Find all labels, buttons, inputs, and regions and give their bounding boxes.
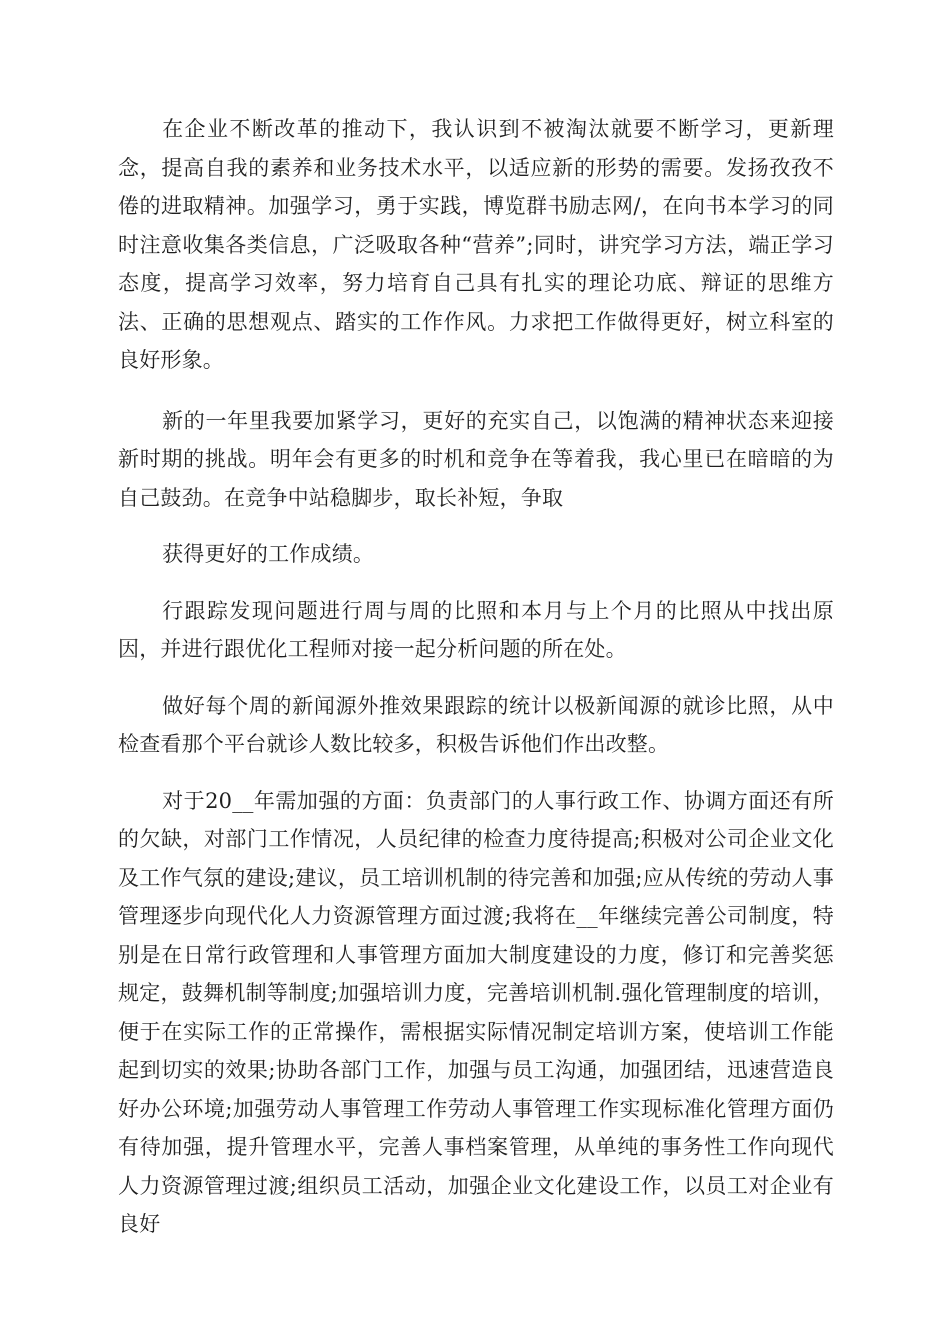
paragraph-new-year: 新的一年里我要加紧学习，更好的充实自己，以饱满的精神状态来迎接新时期的挑战。明年会有更多的时机和竞争在等着我，我心里已在暗暗的为自己鼓劲。在竞争中站稳脚步，取长补短，争取 [118,408,834,510]
paragraph-tracking: 行跟踪发现问题进行周与周的比照和本月与上个月的比照从中找出原因，并进行跟优化工程师对接一起分析问题的所在处。 [118,598,834,661]
paragraph-improvements: 对于20__年需加强的方面：负责部门的人事行政工作、协调方面还有所的欠缺，对部门工作情况，人员纪律的检查力度待提高;积极对公司企业文化及工作气氛的建设;建议，员工培训机制的待完善和加强;应从传统的劳动人事管理逐步向现代化人力资源管理方面过渡;我将在__年继续完善公司制度，特别是在日常行政管理和人事管理方面加大制度建设的力度，修订和完善奖惩规定，鼓舞机制等制度;加强培训力度，完善培训机制.强化管理制度的培训，便于在实际工作的正常操作，需根据实际情况制定培训方案，使培训工作能起到切实的效果;协助各部门工作，加强与员工沟通，加强团结，迅速营造良好办公环境;加强劳动人事管理工作劳动人事管理工作实现标准化管理方面仍有待加强，提升管理水平，完善人事档案管理，从单纯的事务性工作向现代人力资源管理过渡;组织员工活动，加强企业文化建设工作，以员工对企业有良好 [118,788,834,1236]
document-body [118,110,834,1244]
paragraph-learning: 在企业不断改革的推动下，我认识到不被淘汰就要不断学习，更新理念，提高自我的素养和业务技术水平，以适应新的形势的需要。发扬孜孜不倦的进取精神。加强学习，勇于实践，博览群书励志网/，在向书本学习的同时注意收集各类信息，广泛吸取各种“营养”;同时，讲究学习方法，端正学习态度，提高学习效率，努力培育自己具有扎实的理论功底、辩证的思维方法、正确的思想观点、踏实的工作作风。力求把工作做得更好，树立科室的良好形象。 [118,117,834,372]
paragraph-achievement: 获得更好的工作成绩。 [162,542,375,566]
paragraph-news-source: 做好每个周的新闻源外推效果跟踪的统计以极新闻源的就诊比照，从中检查看那个平台就诊人数比较多，积极告诉他们作出改整。 [118,693,834,756]
